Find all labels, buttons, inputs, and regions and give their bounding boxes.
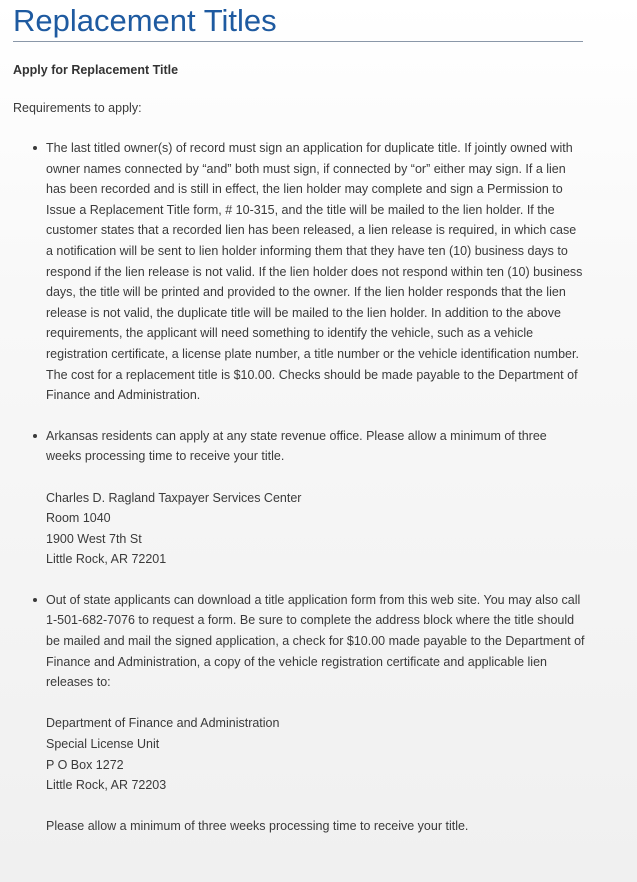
page-title: Replacement Titles bbox=[13, 0, 583, 42]
list-item-arkansas-residents bbox=[13, 426, 585, 570]
list-item-owner-signature bbox=[13, 138, 585, 406]
requirements-list bbox=[13, 138, 585, 837]
address-line: Room 1040 bbox=[46, 511, 111, 526]
address-line: 1900 West 7th St bbox=[46, 531, 142, 546]
bullet-icon bbox=[33, 146, 37, 150]
processing-time-note: Please allow a minimum of three weeks processing time to receive your title. bbox=[46, 819, 469, 834]
address-line: Little Rock, AR 72203 bbox=[46, 778, 167, 793]
bullet-icon bbox=[33, 434, 37, 438]
mailing-address bbox=[46, 713, 585, 795]
address-line: Department of Finance and Administration bbox=[46, 716, 280, 731]
address-line: Special License Unit bbox=[46, 737, 160, 752]
section-heading: Apply for Replacement Title bbox=[13, 63, 179, 77]
intro-text: Requirements to apply: bbox=[13, 101, 142, 115]
address-line: Charles D. Ragland Taxpayer Services Center bbox=[46, 490, 302, 505]
bullet-icon bbox=[33, 598, 37, 602]
content-area bbox=[13, 0, 585, 834]
requirement-text: The last titled owner(s) of record must sign an application for duplicate title. If jointly owned with owner names connected by “and” both must sign, if connected by “or” either may sign. If a lien has been recorded and is still in effect, the lien holder may complete and sign a Permission to Issue a Replacement Title form, # 10-315, and the title will be mailed to the lien holder. If the customer states that a recorded lien has been released, a lien release is required, in which case a notification will be sent to lien holder informing them that they have ten (10) business days to respond if the lien release is not valid. If the lien holder does not respond within ten (10) business days, the title will be printed and provided to the owner. If the lien holder responds that the lien release is not valid, the duplicate title will be mailed to the lien holder. In addition to the above requirements, the applicant will need something to identify the vehicle, such as a vehicle registration certificate, a license plate number, a title number or the vehicle identification number. The cost for a replacement title is $10.00. Checks should be made payable to the Department of Finance and Administration. bbox=[46, 141, 583, 403]
list-item-out-of-state bbox=[13, 590, 585, 837]
requirement-text: Out of state applicants can download a title application form from this web site. You may also call 1-501-682-7076 to request a form. Be sure to complete the address block where the title should be mailed and mail the signed application, a check for $10.00 made payable to the Department of Finance and Administration, a copy of the vehicle registration certificate and applicable lien releases to: bbox=[46, 592, 585, 690]
requirement-text: Arkansas residents can apply at any state revenue office. Please allow a minimum of three weeks processing time to receive your title. bbox=[46, 428, 547, 464]
office-address bbox=[46, 488, 585, 570]
address-line: P O Box 1272 bbox=[46, 757, 124, 772]
address-line: Little Rock, AR 72201 bbox=[46, 552, 167, 567]
